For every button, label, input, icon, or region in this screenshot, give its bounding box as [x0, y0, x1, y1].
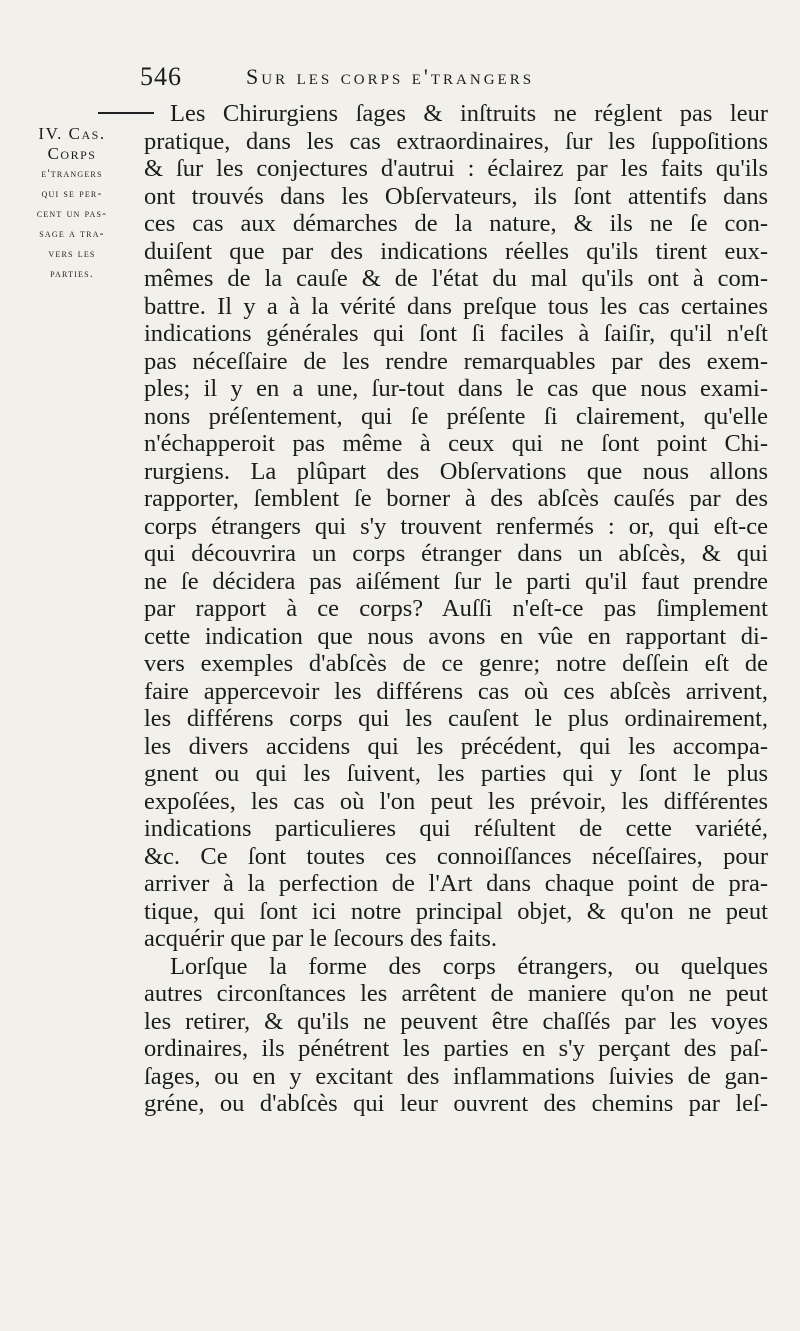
margin-note-line: e'trangers — [41, 168, 103, 180]
text-line: gréne, ou d'abſcès qui leur ouvrent des chemins par leſ- — [144, 1090, 768, 1117]
text-line: battre. Il y a à la vérité dans preſque tous les cas certaines — [144, 292, 768, 320]
text-line: faire appercevoir les différens cas où ces abſcès arrivent, — [144, 677, 768, 705]
text-line: ordinaires, ils pénétrent les parties en s'y perçant des paſ- — [144, 1035, 768, 1062]
text-line: expoſées, les cas où l'on peut les prévoir, les différentes — [144, 787, 768, 815]
text-line: &c. Ce ſont toutes ces connoiſſances néceſſaires, pour — [144, 842, 768, 870]
text-line: rapporter, ſemblent ſe borner à des abſcès cauſés par des — [144, 485, 768, 512]
body-text — [144, 100, 768, 1118]
page-number: 546 — [140, 62, 182, 91]
text-line: gnent ou qui les ſuivent, les parties qui y ſont le plus — [144, 760, 768, 787]
text-line: arriver à la perfection de l'Art dans chaque point de pra- — [144, 870, 768, 897]
text-line: les divers accidens qui les précédent, qui les accompa- — [144, 732, 768, 760]
text-line: ces cas aux démarches de la nature, & ils ne ſe con- — [144, 210, 768, 237]
text-line: pas néceſſaire de les rendre remarquables par des exem- — [144, 347, 768, 375]
text-line: tique, qui ſont ici notre principal objet, & qu'on ne peut — [144, 897, 768, 925]
text-line: Les Chirurgiens ſages & inſtruits ne réglent pas leur — [170, 100, 768, 127]
margin-note-line: Corps — [47, 144, 97, 163]
text-line: Lorſque la forme des corps étrangers, ou quelques — [170, 952, 768, 980]
margin-note-line: IV. Cas. — [38, 124, 106, 143]
margin-note-line: cent un pas- — [36, 208, 108, 220]
text-line: mêmes de la cauſe & de l'état du mal qu'ils ont à com- — [144, 265, 768, 292]
text-line: cette indication que nous avons en vûe en rapportant di- — [144, 622, 768, 650]
text-line: les retirer, & qu'ils ne peuvent être chaſſés par les voyes — [144, 1007, 768, 1035]
text-line: ne ſe décidera pas aiſément ſur le parti qu'il faut prendre — [144, 567, 768, 595]
text-line: & ſur les conjectures d'autrui : éclairez par les faits qu'ils — [144, 155, 768, 182]
text-line: vers exemples d'abſcès de ce genre; notre deſſein eſt de — [144, 650, 768, 677]
text-line: rurgiens. La plûpart des Obſervations que nous allons — [144, 457, 768, 485]
text-line: pratique, dans les cas extraordinaires, ſur les ſuppoſitions — [144, 127, 768, 155]
margin-note-line: vers les — [48, 248, 96, 260]
margin-note-line: sage a tra- — [39, 228, 105, 240]
margin-note-line: qui se per- — [41, 188, 103, 200]
text-line: les différens corps qui les cauſent le plus ordinairement, — [144, 705, 768, 732]
text-line: qui découvrira un corps étranger dans un abſcès, & qui — [144, 540, 768, 567]
text-line: corps étrangers qui s'y trouvent renfermés : or, qui eſt-ce — [144, 512, 768, 540]
text-line: acquérir que par le ſecours des faits. — [144, 925, 498, 952]
text-line: duiſent que par des indications réelles qu'ils tirent eux- — [144, 237, 768, 265]
text-line: indications générales qui ſont ſi faciles à ſaiſir, qu'il n'eſt — [144, 320, 768, 347]
text-line: nons préſentement, qui ſe préſente ſi clairement, qu'elle — [144, 402, 768, 430]
text-line: n'échapperoit pas même à ceux qui ne ſont point Chi- — [144, 430, 768, 457]
margin-note — [18, 124, 126, 284]
running-title: Sur les corps e'trangers — [246, 64, 535, 89]
text-line: ſages, ou en y excitant des inflammations ſuivies de gan- — [144, 1062, 768, 1090]
page-header — [140, 62, 770, 98]
text-line: ont trouvés dans les Obſervateurs, ils ſont attentifs dans — [144, 182, 768, 210]
text-line: indications particulieres qui réſultent de cette variété, — [144, 815, 768, 842]
text-line: par rapport à ce corps? Auſſi n'eſt-ce pas ſimplement — [144, 595, 768, 622]
text-line: ples; il y en a une, ſur-tout dans le cas que nous exami- — [144, 375, 768, 402]
text-line: autres circonſtances les arrêtent de maniere qu'on ne peut — [144, 980, 768, 1007]
margin-note-line: parties. — [50, 268, 94, 280]
